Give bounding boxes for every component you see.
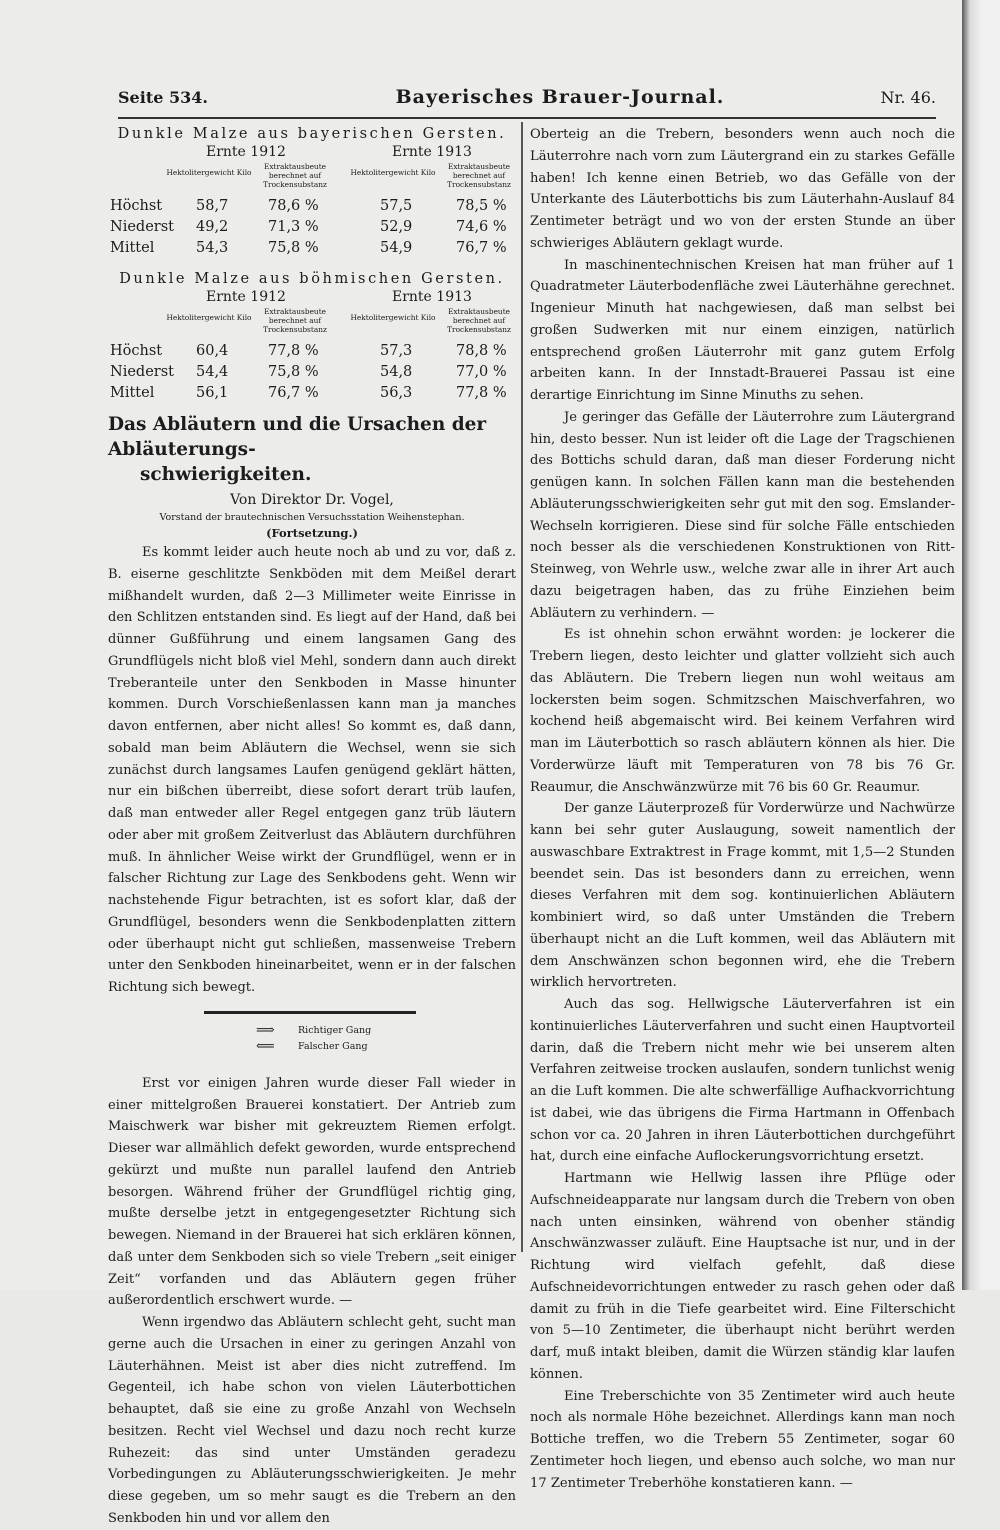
year-label: Ernte 1912 [206,289,286,305]
cell: 54,8 [380,364,413,380]
cell: 56,1 [196,385,229,401]
table-row [108,341,516,362]
table-title: Dunkle Malze aus böhmischen Gersten. [119,271,505,287]
cell: 75,8 % [268,240,319,256]
col-header: Hektolitergewicht Kilo [350,168,436,177]
page-edge [962,0,1000,1290]
cell: 75,8 % [268,364,319,380]
cell: 78,6 % [268,198,319,214]
table-header-row [108,307,516,341]
row-label: Niederst [110,219,174,235]
cell: 74,6 % [456,219,507,235]
table-bohemian [108,269,516,404]
table-year-row [108,289,516,307]
col-header: Hektolitergewicht Kilo [166,313,252,322]
col-header: Extraktausbeute berechnet auf Trockensubstanz [447,162,511,189]
table-row [108,383,516,404]
table-row [108,238,516,259]
cell: 54,9 [380,240,413,256]
continuation-note: (Fortsetzung.) [266,526,358,540]
paragraph: Es kommt leider auch heute noch ab und zu vor, daß z. B. eiserne geschlitzte Senkböden mit dem Meißel derart mißhandelt wurden, daß 2—3 Millimeter weite Einrisse in den Schlitzen entstanden sind. Es liegt auf der Hand, daß bei dünner Gußführung und einem langsamen Gang des Grundflügels nicht bloß viel Mehl, sondern dann auch direkt Treberanteile unter den Senkboden in Masse hinunter kommen. Durch Vorschießenlassen kann man ja manches davon entfernen, aber nicht alles! So kommt es, daß dann, sobald man beim Abläutern die Wechsel, wenn sie sich zunächst durch langsames Laufen genügend geklärt hätten, nur ein bißchen überreibt, diese sofort derart trüb laufen, daß man entweder aller Regel entgegen ganz trüb läutern oder aber mit großem Zeitverlust das Abläutern durchführen muß. In ähnlicher Weise wirkt der Grundflügel, wenn er in falscher Richtung zur Lage des Senkbodens geht. Wenn wir nachstehende Figur betrachten, ist es sofort klar, daß der Grundflügel, besonders wenn die Senkbodenplatten zittern oder überhaupt nicht gut schließen, massenweise Trebern unter den Senkboden hineinarbeitet, wenn er in der falschen Richtung sich bewegt. [108,545,516,995]
cell: 60,4 [196,343,229,359]
cell: 52,9 [380,219,413,235]
article-byline: Von Direktor Dr. Vogel, [230,492,394,508]
table-row [108,217,516,238]
header-rule [118,117,936,119]
arrow-right-icon: ⟹ [256,1022,275,1038]
year-label: Ernte 1912 [206,144,286,160]
paragraph: Oberteig an die Trebern, besonders wenn auch noch die Läuterrohre nach vorn zum Läutergrand ein zu starkes Gefälle haben! Ich kenne einen Betrieb, wo das Gefälle von der Unterkante des Läuterbottichs bis zum Läuterhahn-Auslauf 84 Zentimeter beträgt und wo von der ersten Stunde an über schwieriges Abläutern geklagt wurde. [530,127,955,251]
paragraph: Es ist ohnehin schon erwähnt worden: je lockerer die Trebern liegen, desto leichter und glatter vollzieht sich auch das Abläutern. Die Trebern liegen nun wohl weitaus am lockersten beim sogen. Schmitzschen Maischverfahren, wo kochend heiß abgemaischt wird. Bei keinem Verfahren wird man im Läuterbottich so rasch abläutern können als hier. Die Vorderwürze läuft mit Temperaturen von 78 bis 76 Gr. Reaumur, die Anschwänzwürze mit 76 bis 60 Gr. Reaumur. [530,627,955,795]
paragraph: Je geringer das Gefälle der Läuterrohre zum Läutergrand hin, desto besser. Nun ist leider oft die Lage der Tragschienen des Bottichs schuld daran, daß man dieser Forderung nicht genügen kann. In solchen Fällen kann man die bestehenden Abläuterungsschwierigkeiten sehr gut mit den sog. Emslander-Wechseln korrigieren. Diese sind für solche Fälle entschieden noch besser als die verschiedenen Konstruktionen von Ritt-Steinweg, von Wehrle usw., welche zwar alle in ihrer Art auch dazu beigetragen haben, das zu frühe Einziehen beim Abläutern zu verhindern. — [530,409,955,621]
year-label: Ernte 1913 [392,144,472,160]
cell: 57,3 [380,343,413,359]
cell: 77,8 % [268,343,319,359]
col-header: Extraktausbeute berechnet auf Trockensubstanz [263,307,327,334]
col-header: Extraktausbeute berechnet auf Trockensubstanz [447,307,511,334]
cell: 77,0 % [456,364,507,380]
cell: 78,5 % [456,198,507,214]
paragraph: Wenn irgendwo das Abläutern schlecht geht, sucht man gerne auch die Ursachen in einer zu geringen Anzahl von Läuterhähnen. Meist ist aber dies nicht zutreffend. Im Gegenteil, ich habe schon von vielen Läuterbottichen behauptet, daß sie eine zu große Anzahl von Wechseln besitzen. Recht viel Wechsel und dazu noch recht kurze Ruhezeit: das sind unter Umständen geradezu Vorbedingungen zu Abläuterungsschwierigkeiten. Je mehr diese gegeben, um so mehr saugt es die Trebern an den Senkboden hin und vor allem den [108,1315,516,1526]
col-header: Hektolitergewicht Kilo [350,313,436,322]
cell: 54,3 [196,240,229,256]
cell: 76,7 % [268,385,319,401]
paragraph: Hartmann wie Hellwig lassen ihre Pflüge oder Aufschneideapparate nur langsam durch die Trebern von oben nach unten einsinken, während von obenher ständig Anschwänzwasser zuläuft. Eine Hauptsache ist nur, und in der Richtung wird vielfach gefehlt, daß diese Aufschneidevorrichtungen entweder zu rasch gehen oder daß damit zu früh in die Tiefe gearbeitet wird. Eine Filterschicht von 5—10 Zentimeter, die überhaupt nicht berührt werden darf, muß intakt bleiben, damit die Würzen ständig klar laufen können. [530,1171,955,1382]
cell: 77,8 % [456,385,507,401]
cell: 57,5 [380,198,413,214]
cell: 49,2 [196,219,229,235]
row-label: Niederst [110,364,174,380]
paragraph: In maschinentechnischen Kreisen hat man früher auf 1 Quadratmeter Läuterbodenfläche zwei Läuterhähne gerechnet. Ingenieur Minuth hat nachgewiesen, daß man selbst bei großen Sudwerken mit nur einem einzigen, natürlich entsprechend großen Läuterrohr mit ganz gutem Erfolg arbeiten kann. In der Innstadt-Brauerei Passau ist eine derartige Einrichtung im Sinne Minuths zu sehen. [530,257,955,403]
rake-direction-figure [108,1005,516,1065]
paragraph: Erst vor einigen Jahren wurde dieser Fall wieder in einer mittelgroßen Brauerei konstatiert. Der Antrieb zum Maischwerk war bisher mit gekreuztem Riemen erfolgt. Dieser war allmählich defekt geworden, wurde entsprechend gekürzt und mußte nun parallel laufend den Antrieb besorgen. Während früher der Grundflügel richtig ging, mußte derselbe jetzt in entgegengesetzter Richtung sich bewegen. Niemand in der Brauerei hat sich erklären können, daß unter dem Senkboden sich so viele Trebern „seit einiger Zeit“ vorfanden und das Abläutern gegen früher außerordentlich erschwert wurde. — [108,1075,516,1309]
issue-number: Nr. 46. [880,88,936,107]
left-body [108,542,516,1530]
false-bottom-line [204,1011,416,1014]
right-column [530,124,955,1494]
column-separator [521,122,523,1252]
table-bavarian [108,124,516,259]
page-number: Seite 534. [118,88,208,107]
cell: 56,3 [380,385,413,401]
journal-title: Bayerisches Brauer-Journal. [395,86,725,108]
row-label: Höchst [110,198,163,214]
cell: 71,3 % [268,219,319,235]
figure-label: Falscher Gang [298,1040,368,1052]
cell: 78,8 % [456,343,507,359]
article-title [108,412,516,487]
table-title: Dunkle Malze aus bayerischen Gersten. [117,126,507,142]
year-label: Ernte 1913 [392,289,472,305]
arrow-left-icon: ⟸ [256,1038,275,1054]
figure-label: Richtiger Gang [298,1024,372,1036]
paragraph: Eine Treberschichte von 35 Zentimeter wird auch heute noch als normale Höhe bezeichnet. Allerdings kann man noch Bottiche treffen, wo die Trebern 55 Zentimeter, sogar 60 Zentimeter hoch liegen, und ebenso auch solche, wo man nur 17 Zentimeter Treberhöhe konstatieren kann. — [530,1388,955,1491]
col-header: Extraktausbeute berechnet auf Trockensubstanz [263,162,327,189]
table-year-row [108,144,516,162]
page-header [118,86,936,114]
article-title-line: Das Abläutern und die Ursachen der Abläuterungs- [108,414,487,460]
author-affiliation: Vorstand der brautechnischen Versuchsstation Weihenstephan. [159,512,465,523]
table-row [108,362,516,383]
table-row [108,196,516,217]
col-header: Hektolitergewicht Kilo [166,168,252,177]
cell: 54,4 [196,364,229,380]
row-label: Mittel [110,240,155,256]
row-label: Mittel [110,385,155,401]
table-header-row [108,162,516,196]
row-label: Höchst [110,343,163,359]
cell: 58,7 [196,198,229,214]
paragraph: Der ganze Läuterprozeß für Vorderwürze und Nachwürze kann bei sehr guter Auslaugung, soweit namentlich der auswaschbare Extraktrest in Frage kommt, mit 1,5—2 Stunden beendet sein. Das ist besonders dann zu erreichen, wenn dieses Verfahren mit dem sog. kontinuierlichen Abläutern kombiniert wird, so daß unter Umständen die Trebern überhaupt nicht an die Luft kommen, weil das Abläutern mit dem Anschwänzen schon begonnen wird, ehe die Trebern wirklich hervortreten. [530,801,955,991]
article-title-line: schwierigkeiten. [140,464,312,485]
paragraph: Auch das sog. Hellwigsche Läuterverfahren ist ein kontinuierliches Läuterverfahren und sucht einen Hauptvorteil darin, daß die Trebern nicht mehr wie bei unserem alten Verfahren zeitweise trocken auslaufen, sondern tunlichst wenig an die Luft kommen. Die alte schwerfällige Aufhackvorrichtung ist dabei, wie das übrigens die Firma Hartmann in Offenbach schon vor ca. 20 Jahren in ihren Läuterbottichen durchgeführt hat, durch eine einfache Auflockerungsvorrichtung ersetzt. [530,997,955,1165]
right-body [530,124,955,1494]
cell: 76,7 % [456,240,507,256]
left-column [108,124,516,1530]
